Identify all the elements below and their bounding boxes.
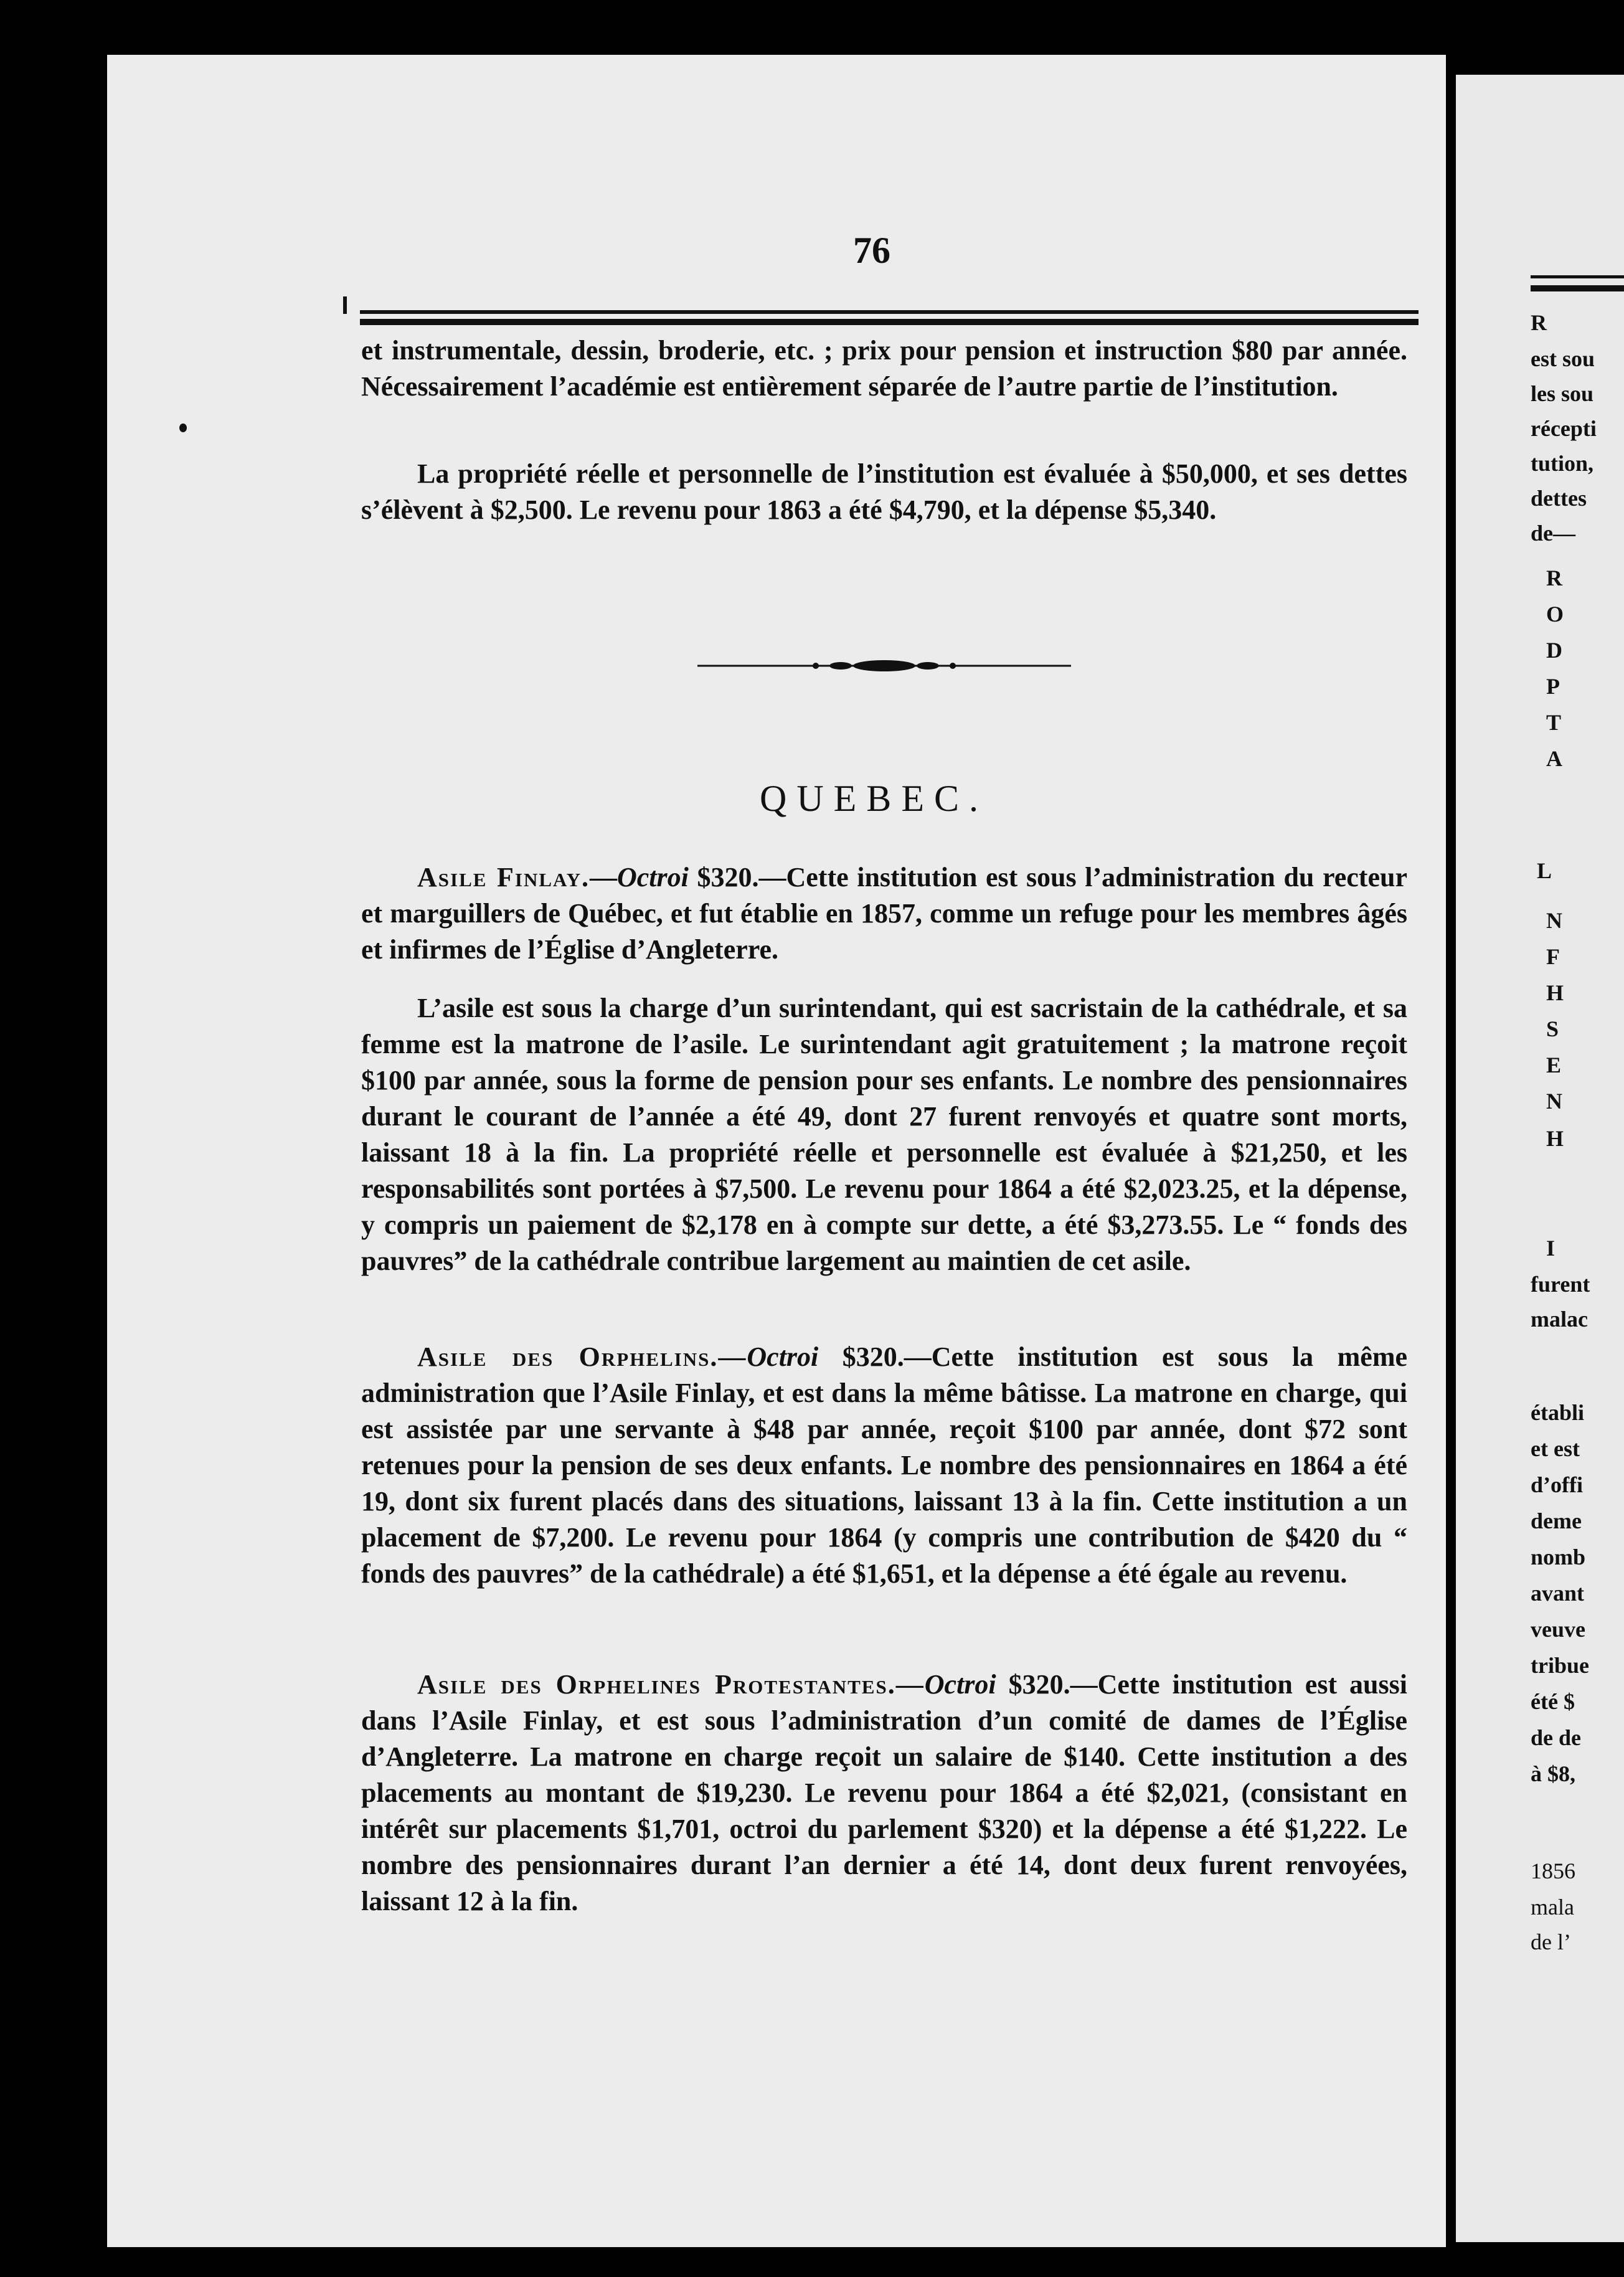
- octroi-label: Octroi: [747, 1342, 819, 1372]
- facing-line: L: [1537, 858, 1552, 883]
- paragraph-asile-orphelins: [361, 1339, 1407, 1592]
- page-number: 76: [853, 230, 890, 271]
- property-paragraph-block: [361, 456, 1407, 528]
- facing-line: R: [1546, 566, 1562, 590]
- paragraph-asile-orphelines: [361, 1667, 1407, 1920]
- facing-line: P: [1546, 674, 1560, 699]
- facing-rule: [1531, 275, 1624, 278]
- orphelines-section: [361, 1667, 1407, 1920]
- facing-line: malac: [1531, 1307, 1588, 1332]
- facing-line: T: [1546, 710, 1562, 735]
- section-divider-ornament: [697, 656, 1071, 675]
- finlay-section: [361, 859, 1407, 968]
- facing-line: veuve: [1531, 1617, 1585, 1642]
- facing-line: N: [1546, 1089, 1562, 1114]
- margin-dot: [179, 424, 187, 432]
- book-gutter: [1446, 25, 1456, 2255]
- facing-line: I: [1546, 1236, 1556, 1261]
- facing-rule: [1531, 285, 1624, 291]
- orphelins-section: [361, 1339, 1407, 1592]
- paragraph-asile-finlay: Asile Finlay.—Octroi $320.—Cette institution est sous l’administration du recteur et marguillers de Québec, et fut établie en 1857, comme un refuge pour les membres âgés et infirmes de l’Église d’Angleterre.: [361, 862, 1407, 965]
- facing-line: d’offi: [1531, 1472, 1583, 1497]
- continued-paragraph: [361, 333, 1407, 405]
- facing-line: O: [1546, 602, 1564, 627]
- facing-line: S: [1546, 1016, 1559, 1041]
- paragraph-finlay-details: L’asile est sous la charge d’un surintendant, qui est sacristain de la cathédrale, et sa femme est la matrone de l’asile. Le surintendant agit gratuitement ; la matrone reçoit $100 par année, sous la forme de pension pour ses enfants. Le nombre des pensionnaires durant le courant de l’année a été 49, dont 27 furent renvoyés et quatre sont morts, laissant 18 à la fin. La propriété réelle et personnelle est évaluée à $21,250, et les responsabilités sont portées à $7,500. Le revenu pour 1864 a été $2,023.25, et la dépense, y compris un paiement de $2,178 en à compte sur dette, a été $3,273.55. Le “ fonds des pauvres” de la cathédrale contribue largement au maintien de cet asile.: [361, 993, 1407, 1276]
- facing-line: dettes: [1531, 486, 1587, 511]
- facing-line: de de: [1531, 1725, 1581, 1750]
- octroi-label: Octroi: [924, 1669, 996, 1700]
- facing-line: est sou: [1531, 346, 1595, 371]
- facing-line: récepti: [1531, 416, 1597, 441]
- heading-asile-finlay: Asile Finlay.: [417, 862, 590, 892]
- facing-line: E: [1546, 1053, 1562, 1077]
- section-title-quebec: QUEBEC.: [760, 778, 988, 819]
- facing-line: F: [1546, 944, 1560, 969]
- header-rule-thick: [360, 319, 1419, 325]
- finlay-details-block: [361, 990, 1407, 1279]
- paragraph-academie: et instrumentale, dessin, broderie, etc. ; prix pour pension et instruction $80 par année. Nécessairement l’académie est entièrement séparée de l’autre partie de l’institution.: [361, 335, 1407, 402]
- heading-asile-orphelines: Asile des Orphelines Protestantes.—: [417, 1669, 925, 1700]
- facing-page-fragment: [1456, 75, 1624, 2242]
- orphelins-text: $320.—Cette institution est sous la même administration que l’Asile Finlay, et est dans la même bâtisse. La matrone en charge, qui est assistée par une servante à $48 par année, reçoit $100 par année, dont $72 sont retenues pour la pension de ses deux enfants. Le nombre des pensionnaires en 1864 a été 19, dont six furent placés dans des situations, laissant 13 à la fin. Cette institution a un placement de $7,200. Le revenu pour 1864 (y compris une contribution de $420 du “ fonds des pauvres” de la cathédrale) a été $1,651, et la dépense a été égale au revenu.: [361, 1342, 1407, 1589]
- margin-mark: [343, 296, 347, 314]
- facing-line: les sou: [1531, 381, 1594, 406]
- orphelines-text: $320.—Cette institution est aussi dans l’Asile Finlay, et est sous l’administration d’un comité de dames de l’Église d’Angleterre. La matrone en charge reçoit un salaire de $140. Cette institution a des placements au montant de $19,230. Le revenu pour 1864 a été $2,021, (consistant en intérêt sur placements $1,701, octroi du parlement $320) et la dépense a été $1,222. Le nombre des pensionnaires durant l’an dernier a été 14, dont deux furent renvoyées, laissant 12 à la fin.: [361, 1669, 1407, 1916]
- facing-line: tution,: [1531, 451, 1594, 476]
- paragraph-propriete: La propriété réelle et personnelle de l’institution est évaluée à $50,000, et ses dettes s’élèvent à $2,500. Le revenu pour 1863 a été $4,790, et la dépense $5,340.: [361, 458, 1407, 525]
- facing-line: nomb: [1531, 1545, 1586, 1569]
- header-rule-thin: [360, 310, 1419, 314]
- facing-line: tribue: [1531, 1653, 1589, 1678]
- facing-line: 1856: [1531, 1858, 1575, 1883]
- facing-line: D: [1546, 638, 1562, 663]
- facing-line: établi: [1531, 1400, 1584, 1425]
- facing-line: et est: [1531, 1436, 1580, 1461]
- facing-line: de—: [1531, 521, 1575, 546]
- facing-line: N: [1546, 908, 1562, 933]
- facing-line: deme: [1531, 1508, 1582, 1533]
- facing-line: été $: [1531, 1689, 1575, 1714]
- facing-line: A: [1546, 746, 1562, 771]
- facing-line: R: [1531, 310, 1547, 335]
- octroi-label: Octroi: [616, 862, 689, 892]
- facing-line: mala: [1531, 1895, 1574, 1920]
- facing-line: à $8,: [1531, 1761, 1575, 1786]
- finlay-text: $320.—Cette institution est sous l’administration du recteur et marguillers de Québec, et fut établie en 1857, comme un refuge pour les membres âgés et infirmes de l’Église d’Angleterre.: [361, 862, 1407, 965]
- facing-line: de l’: [1531, 1929, 1571, 1954]
- facing-line: avant: [1531, 1581, 1585, 1606]
- facing-line: H: [1546, 980, 1564, 1005]
- facing-line: furent: [1531, 1272, 1590, 1297]
- heading-asile-orphelins: Asile des Orphelins.—: [417, 1342, 747, 1372]
- facing-line: H: [1546, 1126, 1564, 1151]
